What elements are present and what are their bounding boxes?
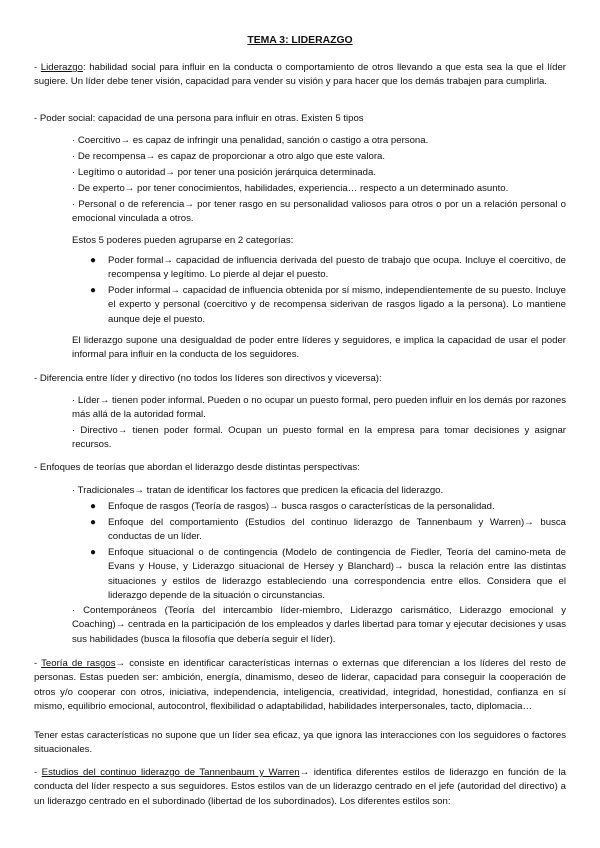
enfoques-intro: - Enfoques de teorías que abordan el liderazgo desde distintas perspectivas: (34, 462, 360, 473)
agrupar-text: Estos 5 poderes pueden agruparse en 2 categorías: (72, 235, 294, 246)
estudios-term: Estudios del continuo liderazgo de Tannenbaum y Warren (41, 767, 300, 778)
tipo-experto: · De experto→ por tener conocimientos, habilidades, experiencia… respecto a un determinado asunto. (72, 183, 509, 194)
bullet-icon: ● (90, 547, 97, 558)
poder-social-intro: - Poder social: capacidad de una persona para influir en otras. Existen 5 tipos (34, 113, 364, 124)
poder-conclusion: El liderazgo supone una desigualdad de poder entre líderes y seguidores, e implica la capacidad de usar el poder informal para influir en la conducta de los seguidores. (72, 335, 566, 361)
bullet-icon: ● (90, 517, 97, 528)
diferencia-lider: · Líder→ tienen poder informal. Pueden o no ocupar un puesto formal, pero pueden influir en los demás por razones más allá de la autoridad formal. (72, 395, 566, 421)
tipo-legitimo: · Legítimo o autoridad→ por tener una posición jerárquica determinada. (72, 167, 376, 178)
enfoques-contemporaneos: · Contemporáneos (Teoría del intercambio líder-miembro, Liderazgo carismático, Liderazgo emocional y Coaching)→ centrada en la participación de los empleados y darles libertad para tomar y ejecutar decisiones y usas sus habilidades (busca la filosofía que debería seguir el líder). (72, 605, 566, 645)
bullet-icon: ● (90, 285, 97, 296)
teoria-rasgos: - Teoría de rasgos→ consiste en identificar características internas o externas que diferencian a los líderes del resto de personas. Estas pueden ser: ambición, energía, dinamismo, deseo de liderar, capacidad para conseguir la cooperación de otros y/o cooperar con otros, iniciativa, independencia, inteligencia, creatividad, integridad, honestidad, confianza en sí mismo, equilibrio emocional, autocontrol, flexibilidad o adaptabilidad, habilidades interpersonales, tacto, diplomacia… (34, 658, 567, 713)
liderazgo-term: Liderazgo (40, 62, 83, 73)
estudios-continuo: - Estudios del continuo liderazgo de Tannenbaum y Warren→ identifica diferentes estilos de liderazgo en función de la conducta del líder respecto a sus seguidores. Estos estilos van de un liderazgo centrado en el jefe (autoridad del directivo) a un liderazgo centrado en el subordinado (libertad de los subordinados). Los diferentes estilos son: (34, 767, 566, 807)
tipo-recompensa: · De recompensa→ es capaz de proporcionar a otro algo que este valora. (72, 151, 386, 162)
enfoques-tradicionales: · Tradicionales→ tratan de identificar los factores que predicen la eficacia del liderazgo. (72, 485, 444, 496)
categoria-informal: ● Poder informal→ capacidad de influencia obtenida por sí mismo, independientemente de su puesto. Incluye el experto y personal (coercitivo y de recompensa siderivan de rasgos ligado a la persona). Lo mantiene aunque deje el puesto. (90, 285, 566, 325)
diferencia-directivo: · Directivo→ tienen poder formal. Ocupan un puesto formal en la empresa para tomar decisiones y asignar recursos. (72, 425, 566, 451)
enfoque-comportamiento: ● Enfoque del comportamiento (Estudios del continuo liderazgo de Tannenbaum y Warren)→ busca conductas de un líder. (90, 517, 566, 543)
tipo-personal: · Personal o de referencia→ por tener rasgo en su personalidad valiosos para otros o por un a relación personal o emocional vinculada a otros. (72, 199, 566, 225)
categoria-formal: ● Poder formal→ capacidad de influencia derivada del puesto de trabajo que ocupa. Incluye el coercitivo, de recompensa y legítimo. Lo pierde al dejar el puesto. (90, 255, 566, 281)
teoria-rasgos-term: Teoría de rasgos (41, 658, 116, 669)
liderazgo-definition: - Liderazgo: habilidad social para influir en la conducta o comportamiento de otros llevando a que esta sea la que el líder sugiere. Un líder debe tener visión, capacidad para vender su visión y para hacer que los demás trabajen para cumplirla. (34, 62, 566, 88)
enfoque-rasgos: ● Enfoque de rasgos (Teoría de rasgos)→ busca rasgos o características de la personalidad. (108, 500, 566, 514)
page-title: TEMA 3: LIDERAZGO (247, 35, 353, 46)
bullet-icon: ● (90, 255, 97, 266)
teoria-rasgos-nota: Tener estas características no supone que un líder sea eficaz, ya que ignora las interacciones con los seguidores o factores situacionales. (34, 730, 566, 756)
tipo-coercitivo: · Coercitivo→ es capaz de infringir una penalidad, sanción o castigo a otra persona. (72, 135, 429, 146)
enfoque-situacional: ● Enfoque situacional o de contingencia (Modelo de contingencia de Fiedler, Teoría del camino-meta de Evans y House, y Liderazgo situacional de Hersey y Blanchard)→ busca la relación entre las distintas situaciones y estilos de liderazgo estableciendo una correspondencia entre ellos. Considera que el liderazgo depende de la situación o circunstancias. (90, 547, 566, 602)
diferencia-intro: - Diferencia entre líder y directivo (no todos los líderes son directivos y viceversa): (34, 373, 382, 384)
bullet-icon: ● (90, 501, 97, 512)
